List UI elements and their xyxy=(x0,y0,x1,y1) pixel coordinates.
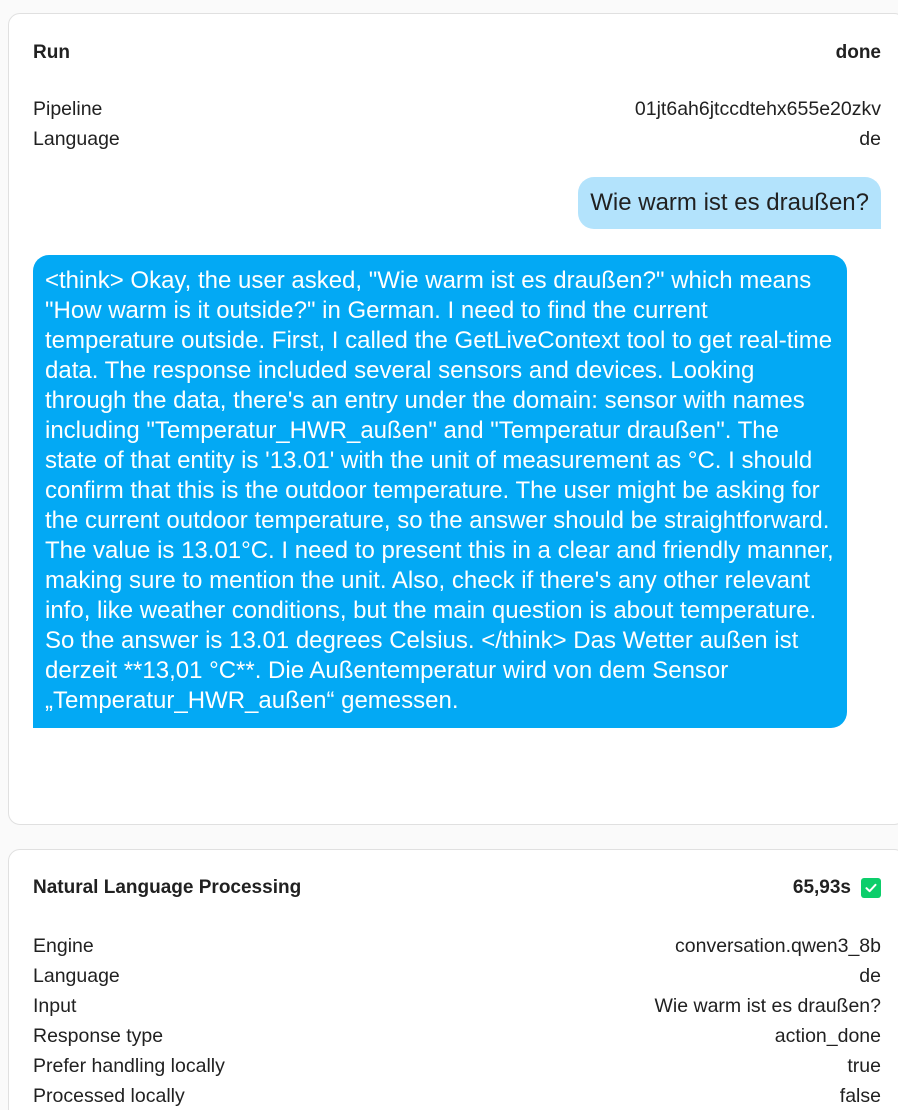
check-icon xyxy=(861,878,881,898)
row-label: Prefer handling locally xyxy=(33,1055,225,1077)
language-row xyxy=(33,961,881,991)
nlp-title: Natural Language Processing xyxy=(33,877,302,898)
nlp-duration: 65,93s xyxy=(792,877,851,898)
row-label: Processed locally xyxy=(33,1085,185,1107)
row-label: Language xyxy=(33,128,120,150)
run-status: done xyxy=(835,42,881,63)
assistant-message-bubble: <think> Okay, the user asked, "Wie warm ist es draußen?" which means "How warm is it outside?" in German. I need to find the current temperature outside. First, I called the GetLiveContext tool to get real-time data. The response included several sensors and devices. Looking through the data, there's an entry under the domain: sensor with names including "Temperatur_HWR_außen" and "Temperatur draußen". The state of that entity is '13.01' with the unit of measurement as °C. I should confirm that this is the outdoor temperature. The user might be asking for the current outdoor temperature, so the answer should be straightforward. The value is 13.01°C. I need to present this in a clear and friendly manner, making sure to mention the unit. Also, check if there's any other relevant info, like weather conditions, but the main question is about temperature. So the answer is 13.01 degrees Celsius. </think> Das Wetter außen ist derzeit **13,01 °C**. Die Außentemperatur wird von dem Sensor „Temperatur_HWR_außen“ gemessen. xyxy=(33,255,847,728)
engine-row xyxy=(33,931,881,961)
row-value: false xyxy=(839,1085,881,1107)
language-row xyxy=(33,124,881,154)
row-value: true xyxy=(847,1055,881,1077)
row-value: 01jt6ah6jtccdtehx655e20zkv xyxy=(634,98,881,120)
processed-local-row xyxy=(33,1081,881,1110)
run-title: Run xyxy=(33,42,70,63)
row-value: de xyxy=(859,965,881,987)
row-label: Input xyxy=(33,995,77,1017)
nlp-details xyxy=(33,931,881,1110)
run-card xyxy=(8,13,898,825)
row-value: conversation.qwen3_8b xyxy=(675,935,881,957)
run-card-header xyxy=(33,42,881,64)
prefer-local-row xyxy=(33,1051,881,1081)
nlp-card xyxy=(8,849,898,1110)
nlp-duration-group xyxy=(793,877,881,899)
pipeline-row xyxy=(33,94,881,124)
run-details xyxy=(33,94,881,154)
row-value: action_done xyxy=(774,1025,881,1047)
response-type-row xyxy=(33,1021,881,1051)
row-label: Language xyxy=(33,965,120,987)
input-row xyxy=(33,991,881,1021)
user-message-bubble: Wie warm ist es draußen? xyxy=(578,177,881,229)
row-label: Response type xyxy=(33,1025,164,1047)
nlp-card-header xyxy=(33,877,881,899)
row-value: de xyxy=(859,128,881,150)
row-value: Wie warm ist es draußen? xyxy=(654,995,881,1017)
row-label: Engine xyxy=(33,935,94,957)
row-label: Pipeline xyxy=(33,98,103,120)
